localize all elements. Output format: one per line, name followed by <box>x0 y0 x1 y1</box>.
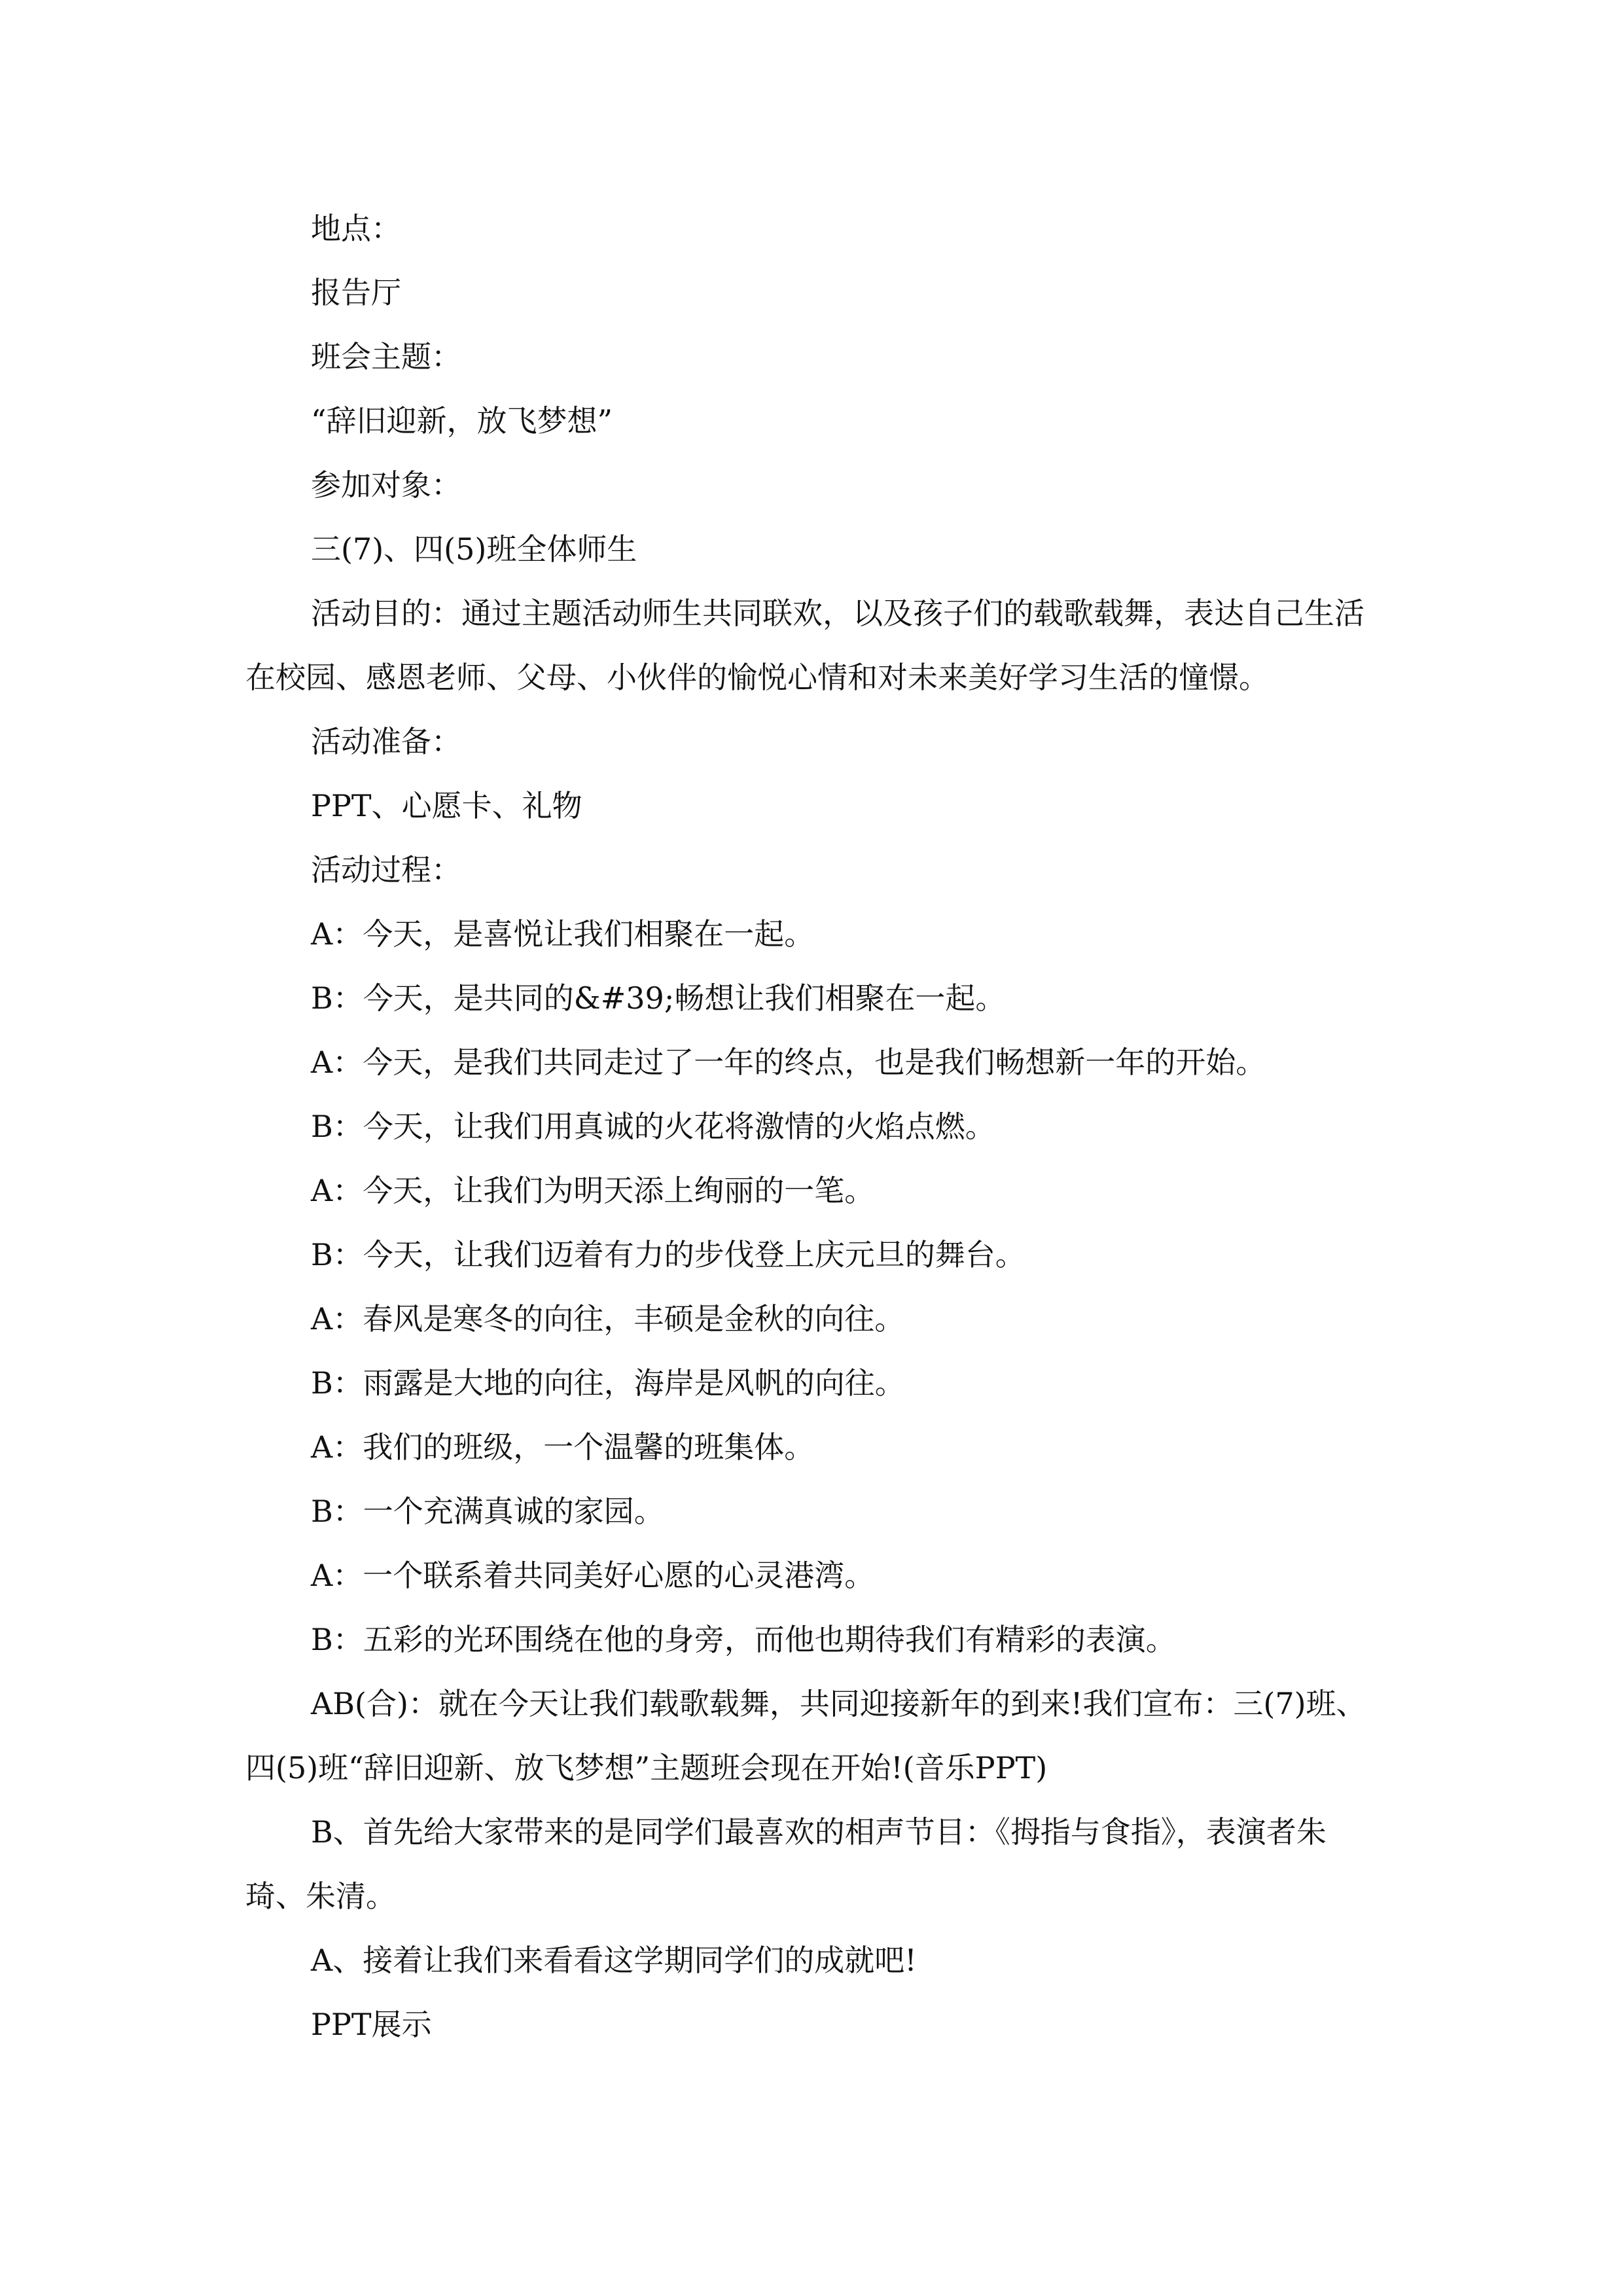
paragraph-theme-label: 班会主题： <box>311 339 461 374</box>
program-transition: A、接着让我们来看看这学期同学们的成就吧! <box>311 1943 917 1978</box>
dialogue-line: A：一个联系着共同美好心愿的心灵港湾。 <box>311 1558 875 1593</box>
dialogue-line: B：一个充满真诚的家园。 <box>311 1494 664 1529</box>
dialogue-line: A：今天，是喜悦让我们相聚在一起。 <box>311 916 815 952</box>
dialogue-line: A：我们的班级，一个温馨的班集体。 <box>311 1429 815 1465</box>
ppt-display-note: PPT展示 <box>311 2007 432 2042</box>
paragraph-participants-label: 参加对象： <box>311 467 461 503</box>
paragraph-preparation-label: 活动准备： <box>311 724 461 759</box>
paragraph-purpose: 活动目的：通过主题活动师生共同联欢，以及孩子们的载歌载舞，表达自己生活在校园、感恩老师、父母、小伙伴的愉悦心情和对未来美好学习生活的憧憬。 <box>245 596 1364 695</box>
dialogue-line: B：雨露是大地的向往，海岸是风帆的向往。 <box>311 1365 905 1401</box>
program-introduction: B、首先给大家带来的是同学们最喜欢的相声节目：《拇指与食指》，表演者朱琦、朱清。 <box>245 1814 1327 1914</box>
dialogue-line: B：今天，让我们用真诚的火花将激情的火焰点燃。 <box>311 1109 995 1144</box>
paragraph-theme-value: “辞旧迎新，放飞梦想” <box>311 403 613 439</box>
dialogue-line: B：五彩的光环围绕在他的身旁，而他也期待我们有精彩的表演。 <box>311 1622 1176 1657</box>
dialogue-line: A：今天，是我们共同走过了一年的终点，也是我们畅想新一年的开始。 <box>311 1045 1266 1080</box>
dialogue-line: A：今天，让我们为明天添上绚丽的一笔。 <box>311 1173 875 1208</box>
dialogue-line-joint: AB(合)：就在今天让我们载歌载舞，共同迎接新年的到来!我们宣布：三(7)班、四(5)班“辞旧迎新、放飞梦想”主题班会现在开始!(音乐PPT) <box>245 1686 1366 1785</box>
paragraph-participants-value: 三(7)、四(5)班全体师生 <box>311 531 637 567</box>
document-body <box>245 196 1381 2056</box>
dialogue-line: A：春风是寒冬的向往，丰硕是金秋的向往。 <box>311 1301 905 1336</box>
paragraph-process-label: 活动过程： <box>311 852 461 888</box>
dialogue-line: B：今天，是共同的&#39;畅想让我们相聚在一起。 <box>311 980 1006 1016</box>
paragraph-location-value: 报告厅 <box>311 275 401 310</box>
paragraph-preparation-value: PPT、心愿卡、礼物 <box>311 788 582 823</box>
dialogue-line: B：今天，让我们迈着有力的步伐登上庆元旦的舞台。 <box>311 1237 1026 1272</box>
paragraph-location-label: 地点： <box>311 211 401 246</box>
